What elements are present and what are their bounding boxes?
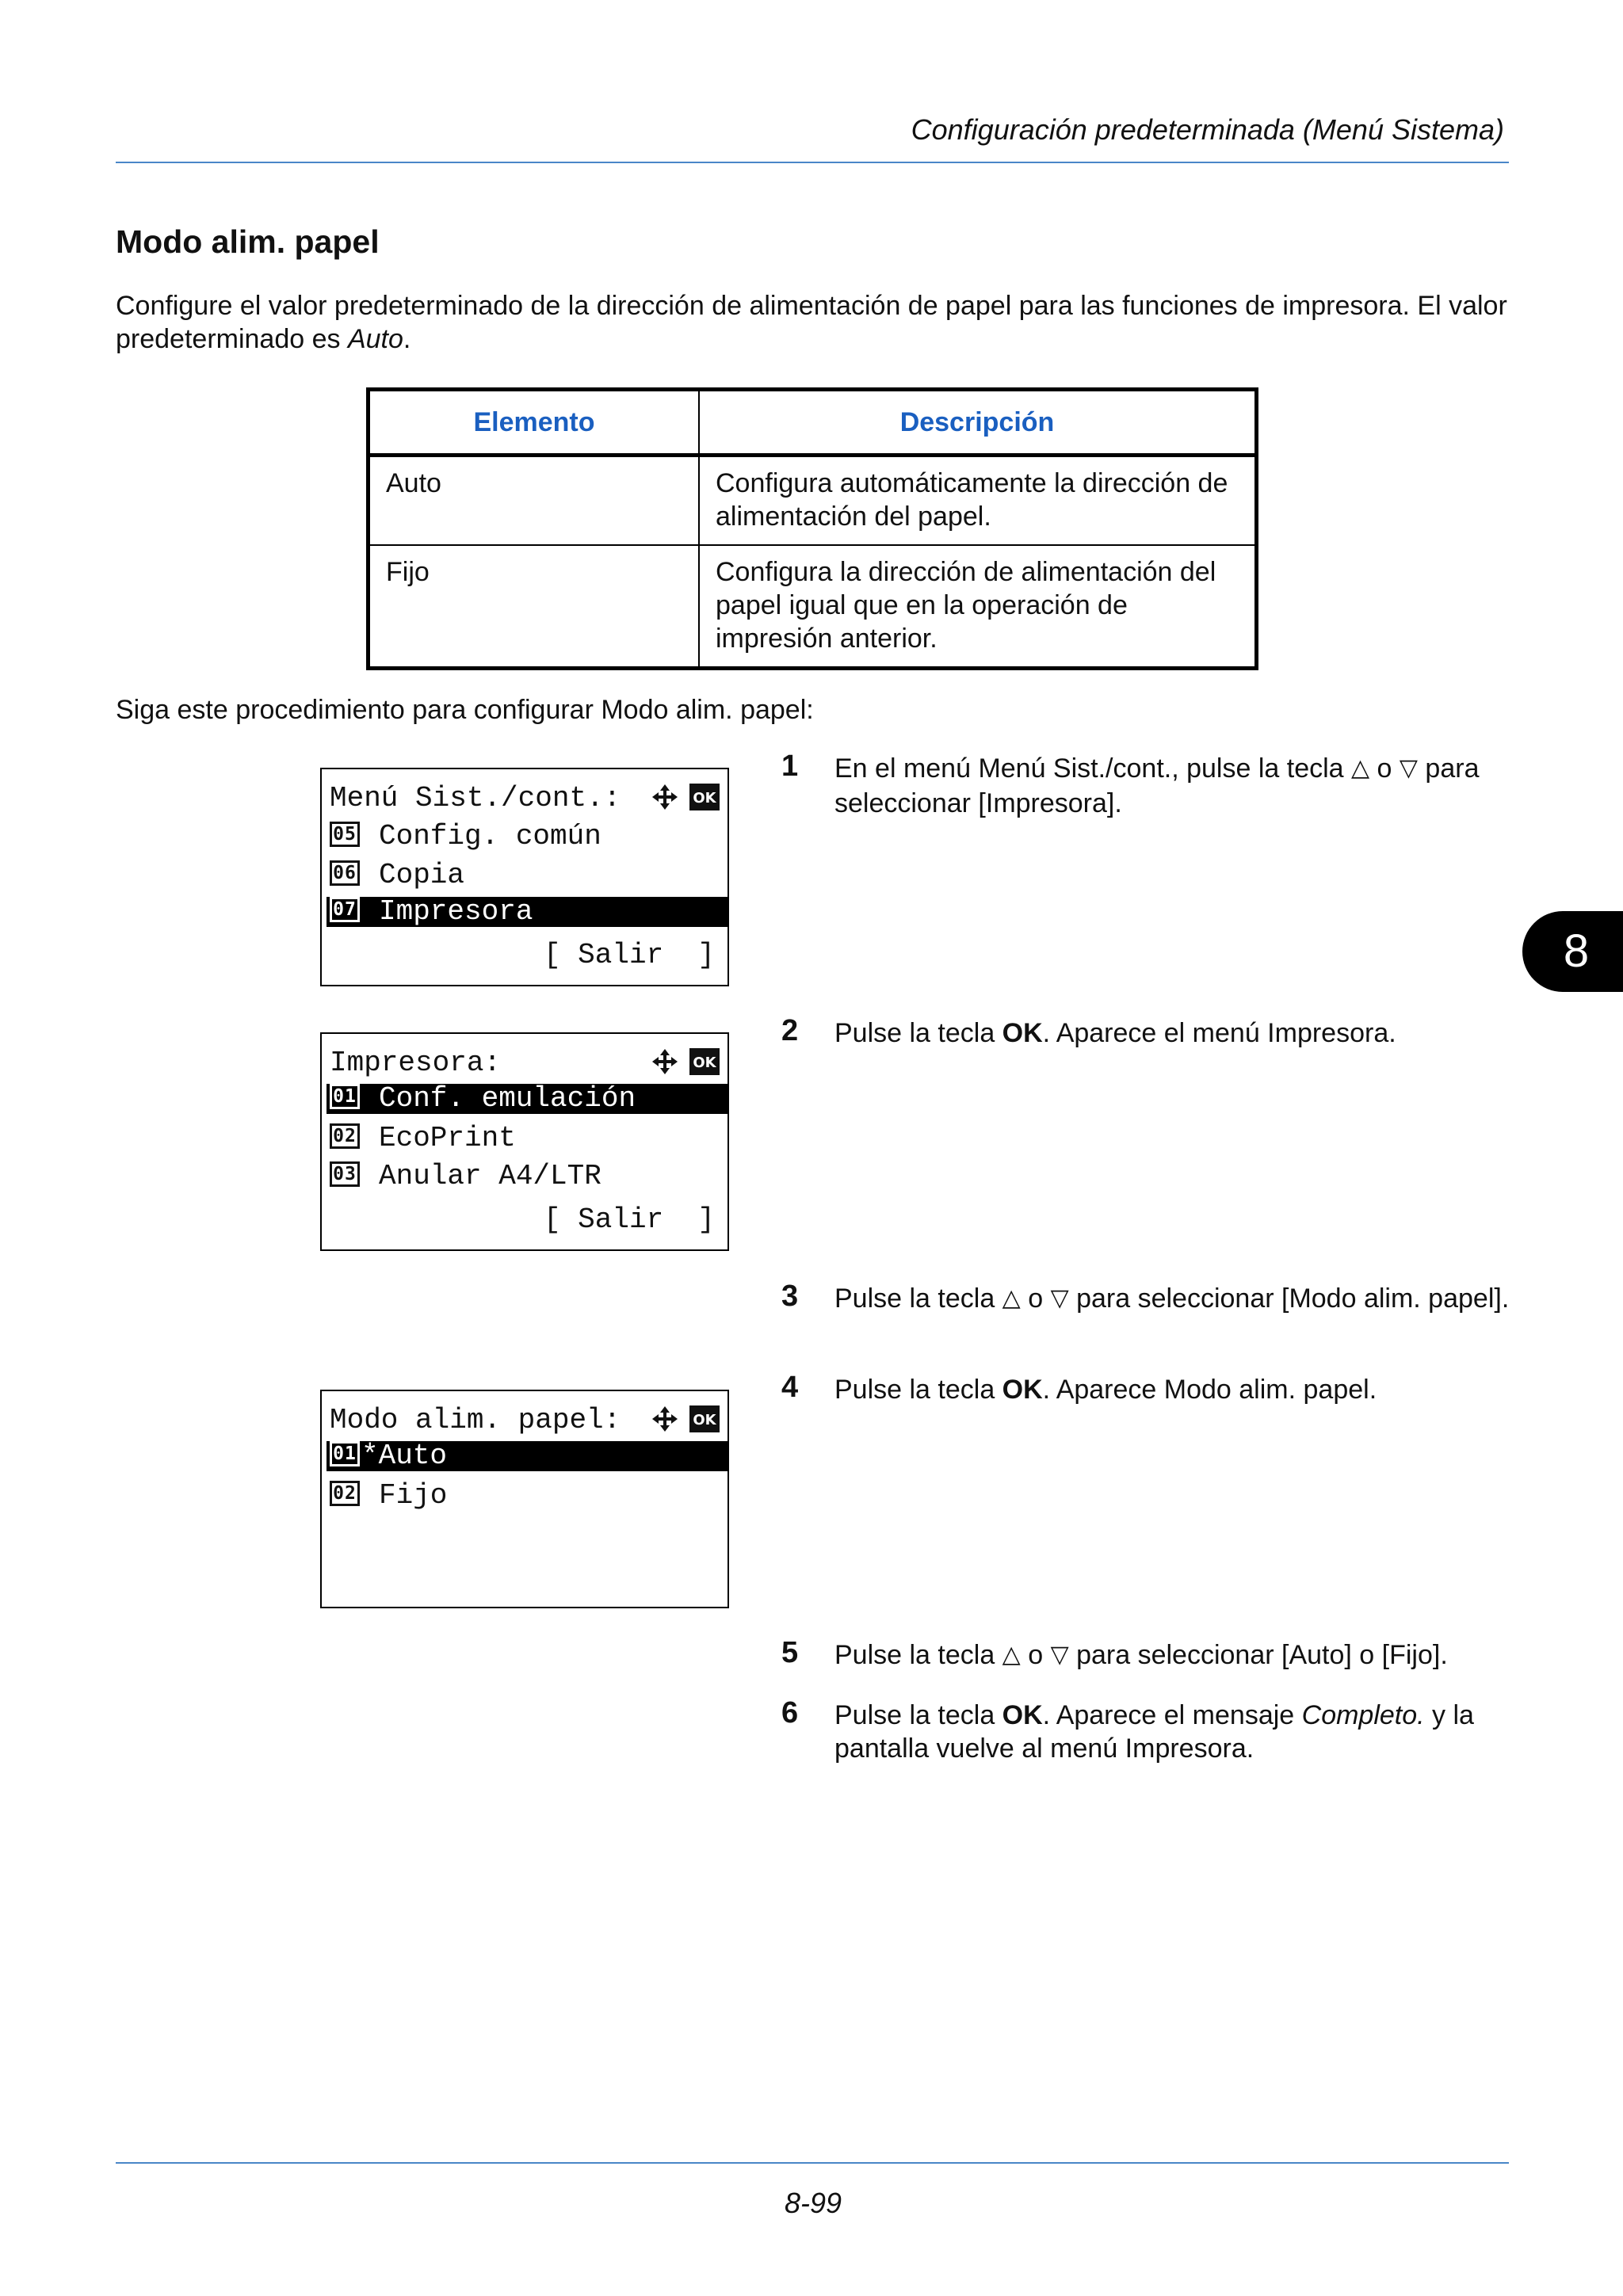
lcd-softkey-exit: [ Salir ]	[543, 1203, 715, 1236]
up-triangle-icon: △	[1351, 755, 1370, 781]
item-number-badge: 07	[330, 897, 360, 922]
step-fragment: Pulse la tecla	[834, 1283, 1002, 1314]
step-number: 3	[781, 1280, 799, 1313]
step-text	[834, 1373, 1516, 1406]
footer-rule	[116, 2162, 1509, 2164]
item-number-badge: 03	[330, 1161, 360, 1187]
step-text	[834, 1638, 1516, 1673]
step-text	[834, 1282, 1516, 1317]
item-number-badge: 01	[330, 1084, 360, 1109]
step-text	[834, 1016, 1516, 1050]
item-number-badge: 06	[330, 860, 360, 886]
settings-table	[366, 387, 1258, 670]
lcd-menu-item-selected	[327, 897, 727, 927]
lcd-item-label: Copia	[379, 859, 465, 891]
header-rule	[116, 162, 1509, 163]
intro-text: Configure el valor predeterminado de la dirección de alimentación de papel para las funciones de impresora. El valor predeterminado es	[116, 291, 1507, 354]
step-fragment: para seleccionar [Auto] o [Fijo].	[1068, 1640, 1448, 1670]
lcd-item-label: Anular A4/LTR	[379, 1160, 601, 1192]
chapter-tab	[1522, 911, 1623, 992]
lcd-item-label: Fijo	[379, 1479, 448, 1512]
section-intro	[116, 289, 1510, 356]
down-triangle-icon: ▽	[1050, 1642, 1069, 1668]
step-number: 6	[781, 1696, 799, 1730]
item-number-badge: 05	[330, 822, 360, 847]
procedure-lead: Siga este procedimiento para configurar Modo alim. papel:	[116, 695, 814, 725]
lcd-menu-item	[330, 1481, 447, 1511]
lcd-menu-item	[330, 860, 464, 891]
page-number: 8-99	[785, 2187, 842, 2219]
lcd-menu-item	[330, 1123, 516, 1154]
svg-text:OK: OK	[693, 1412, 716, 1428]
item-number-badge: 02	[330, 1481, 360, 1506]
lcd-item-label: Conf. emulación	[379, 1082, 636, 1115]
step-text	[834, 1699, 1516, 1765]
step-fragment: . Aparece el mensaje	[1042, 1700, 1302, 1730]
down-triangle-icon: ▽	[1399, 755, 1418, 781]
step-fragment: para seleccionar [Impresora].	[834, 753, 1480, 818]
step-number: 2	[781, 1014, 799, 1047]
lcd-item-label: Config. común	[379, 820, 601, 852]
lcd-nav-icons	[650, 1047, 721, 1077]
lcd-menu-item-selected	[327, 1084, 727, 1114]
step-fragment: o	[1020, 1640, 1051, 1670]
ok-key-label: OK	[1002, 1700, 1043, 1730]
step-fragment: Pulse la tecla	[834, 1700, 1002, 1730]
lcd-item-label: Impresora	[379, 895, 533, 928]
lcd-nav-icons	[650, 1404, 721, 1434]
down-triangle-icon: ▽	[1050, 1285, 1069, 1311]
svg-text:OK: OK	[693, 1055, 716, 1071]
lcd-menu-item-selected	[327, 1441, 727, 1471]
ok-key-icon	[689, 1048, 720, 1075]
four-way-arrow-icon	[652, 1406, 678, 1432]
table-cell-item: Auto	[386, 468, 441, 498]
item-number-badge: 01	[330, 1441, 360, 1466]
svg-text:OK: OK	[693, 790, 716, 807]
ok-key-icon	[689, 784, 720, 810]
step-fragment: Pulse la tecla	[834, 1375, 1002, 1405]
table-cell-item: Fijo	[369, 545, 700, 669]
step-text	[834, 752, 1516, 820]
step-number: 1	[781, 749, 799, 783]
step-number: 4	[781, 1371, 799, 1404]
step-number: 5	[781, 1636, 799, 1669]
intro-default-value: Auto	[347, 324, 403, 354]
item-number-badge: 02	[330, 1123, 360, 1149]
chapter-number: 8	[1563, 925, 1590, 977]
lcd-title: Impresora:	[330, 1047, 502, 1079]
ok-key-icon	[689, 1405, 720, 1432]
step-fragment: Pulse la tecla	[834, 1018, 1002, 1048]
ok-key-label: OK	[1002, 1375, 1043, 1405]
lcd-item-label: *Auto	[361, 1440, 448, 1472]
table-row	[369, 456, 1257, 546]
completed-message: Completo.	[1301, 1700, 1425, 1730]
table-header-item: Elemento	[369, 390, 700, 456]
table-cell-description: Configura la dirección de alimentación del papel igual que en la operación de impresión anterior.	[699, 545, 1257, 669]
step-fragment: para seleccionar [Modo alim. papel].	[1068, 1283, 1510, 1314]
up-triangle-icon: △	[1002, 1285, 1021, 1311]
step-fragment: o	[1020, 1283, 1051, 1314]
ok-key-label: OK	[1002, 1018, 1043, 1048]
step-fragment: y la pantalla vuelve al menú Impresora.	[834, 1700, 1474, 1764]
header-title: Configuración predeterminada (Menú Sistema)	[911, 113, 1504, 146]
step-fragment: En el menú Menú Sist./cont., pulse la tecla	[834, 753, 1352, 784]
step-fragment: . Aparece el menú Impresora.	[1042, 1018, 1396, 1048]
section-title: Modo alim. papel	[116, 223, 380, 260]
table-cell-description: Configura automáticamente la dirección de alimentación del papel.	[699, 456, 1257, 546]
lcd-title: Menú Sist./cont.:	[330, 782, 621, 814]
lcd-nav-icons	[650, 782, 721, 812]
lcd-screen-system-menu	[320, 768, 729, 986]
lcd-screen-printer-menu	[320, 1032, 729, 1251]
up-triangle-icon: △	[1002, 1642, 1021, 1668]
lcd-softkey-exit: [ Salir ]	[543, 939, 715, 971]
lcd-item-label: EcoPrint	[379, 1122, 516, 1154]
lcd-screen-paper-feed-mode	[320, 1390, 729, 1608]
step-fragment: o	[1369, 753, 1400, 784]
lcd-menu-item	[330, 1161, 601, 1192]
four-way-arrow-icon	[652, 1049, 678, 1074]
intro-period: .	[403, 324, 411, 354]
table-header-description: Descripción	[699, 390, 1257, 456]
step-fragment: Pulse la tecla	[834, 1640, 1002, 1670]
four-way-arrow-icon	[652, 784, 678, 810]
lcd-title: Modo alim. papel:	[330, 1404, 621, 1436]
step-fragment: . Aparece Modo alim. papel.	[1042, 1375, 1377, 1405]
table-row	[369, 545, 1257, 669]
lcd-menu-item	[330, 822, 601, 852]
